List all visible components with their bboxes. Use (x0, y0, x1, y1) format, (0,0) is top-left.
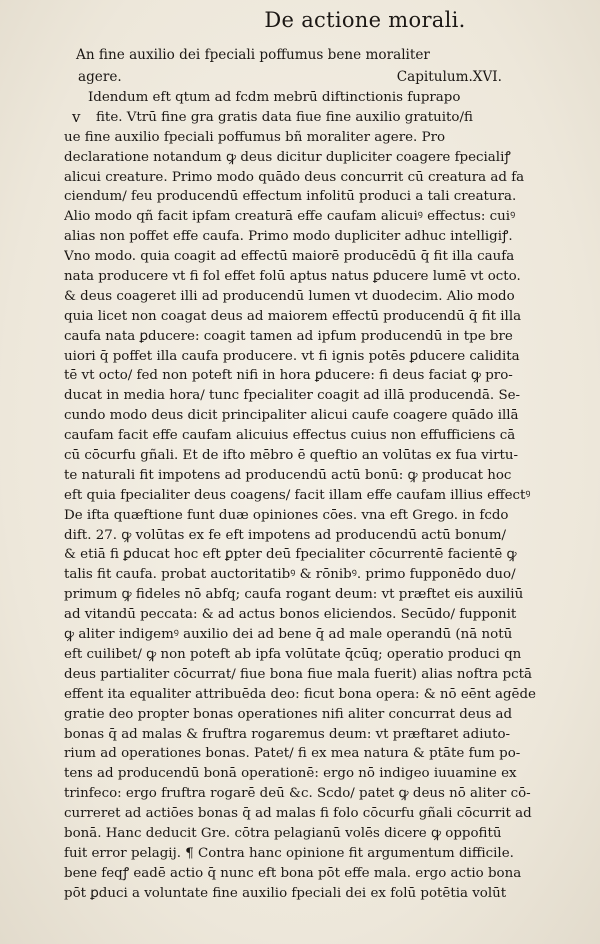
text-line: cū cōcurfu gñali. Et de ifto mēbro ē queftio an volūtas ex fua virtu- (64, 448, 519, 464)
text-line: effent ita equaliter attribuēda deo: ficut bona opera: & nō eēnt agēde (64, 686, 536, 702)
text-line: bene feqꝭ eadē actio q̄ nunc eft bona pōt effe mala. ergo actio bona (64, 865, 522, 881)
text-line: Idendum eft qtum ad fcdm mebrū diftinctionis fuprapo (88, 90, 461, 105)
text-line: fuit error pelagij. ¶ Contra hanc opinione fit argumentum difficile. (64, 845, 514, 861)
text-line: eft quia fpecialiter deus coagens/ facit illam effe caufam illius effectꝰ (64, 487, 531, 503)
text-line: rium ad operationes bonas. Patet/ fi ex mea natura & ptāte fum po- (64, 746, 521, 762)
text-line: ꝙ aliter indigemꝰ auxilio dei ad bene q̄ ad male operandū (nā notū (64, 627, 513, 643)
text-line: talis fit caufa. probat auctoritatibꝰ & rōnibꝰ. primo fupponēdo duo/ (64, 567, 516, 583)
text-line: caufam facit effe caufam alicuius effectus cuius non effufficiens cā (64, 428, 516, 444)
text-line: Alio modo qñ facit ipfam creaturā effe caufam alicuiꝰ effectus: cuiꝰ (64, 209, 516, 225)
text-line: alicui creature. Primo modo quādo deus concurrit cū creatura ad fa (64, 169, 525, 185)
text-line: trinfeco: ergo fruftra rogarē deū &c. Scdo/ patet ꝙ deus nō aliter cō- (64, 786, 531, 802)
text-line: bonā. Hanc deducit Gre. cōtra pelagianū volēs dicere ꝙ oppofitū (64, 825, 502, 841)
text-line: tens ad producendū bonā operationē: ergo nō indigeo iuuamine ex (64, 766, 517, 782)
chapter-title-line-2 (64, 66, 586, 88)
text-line: curreret ad actiōes bonas q̄ ad malas fi folo cōcurfu gñali cōcurrit ad (64, 806, 532, 822)
text-line: caufa nata ꝑducere: coagit tamen ad ipfum producendū in tpe bre (64, 328, 513, 344)
text-line: uiori q̄ poffet illa caufa producere. vt fi ignis potēs ꝑducere calidita (64, 348, 520, 364)
chapter-heading (64, 44, 586, 88)
text-line: alias non poffet effe caufa. Primo modo dupliciter adhuc intelligiꝭ. (64, 229, 513, 245)
chapter-title-line-2-text: agere. (78, 69, 122, 85)
text-line: ue fine auxilio fpeciali poffumus bñ moraliter agere. Pro (64, 129, 446, 145)
text-block (64, 88, 592, 904)
text-line: & etiā fi ꝑducat hoc eft ꝑpter deū fpecialiter cōcurrentē facientē ꝙ (64, 547, 517, 563)
text-line: bonas q̄ ad malas & fruftra rogaremus deum: vt præftaret adiuto- (64, 726, 511, 742)
text-line: & deus coageret illi ad producendū lumen vt duodecim. Alio modo (64, 288, 515, 304)
text-line: De ifta quæftione funt duæ opiniones cōes. vna eft Grego. in fcdo (64, 507, 509, 523)
chapter-title-line-1: An fine auxilio dei fpeciali poffumus bene moraliter (76, 47, 430, 63)
chapter-label: Capitulum.XVI. (396, 69, 502, 85)
text-line: pōt ꝑduci a voluntate fine auxilio fpeciali dei ex folū potētia volūt (64, 885, 507, 901)
text-line: fite. Vtrū fine gra gratis data fiue fine auxilio gratuito/fi (96, 109, 473, 125)
text-line: declaratione notandum ꝙ deus dicitur dupliciter coagere fpecialiꝭ (64, 149, 511, 165)
text-line: gratie deo propter bonas operationes nifi aliter concurrat deus ad (64, 706, 513, 722)
text-line: Vno modo. quia coagit ad effectū maiorē producēdū q̄ fit illa caufa (64, 249, 515, 265)
text-line: cundo modo deus dicit principaliter alicui caufe coagere quādo illā (64, 408, 519, 424)
text-line: quia licet non coagat deus ad maiorem effectū producendū q̄ fit illa (64, 308, 522, 324)
text-line: ducat in media hora/ tunc fpecialiter coagit ad illā producendā. Se- (64, 388, 521, 404)
text-line: tē vt octo/ fed non poteft nifi in hora ꝑducere: fi deus faciat ꝙ pro- (64, 368, 513, 384)
text-line: eft cuilibet/ ꝙ non poteft ab ipfa volūtate q̄cūq; operatio produci qn (64, 646, 522, 662)
text-line: nata producere vt fi fol effet folū aptus natus ꝑducere lumē vt octo. (64, 269, 521, 285)
running-head (0, 8, 600, 32)
running-title: De actione morali. (264, 8, 466, 32)
text-line: dift. 27. ꝙ volūtas ex fe eft impotens ad producendū actū bonum/ (64, 527, 507, 543)
initial-letter: v (72, 108, 81, 126)
text-line: ciendum/ feu producendū effectum infolitū produci a tali creatura. (64, 189, 517, 205)
text-line: te naturali fit impotens ad producendū actū bonū: ꝙ producat hoc (64, 467, 512, 483)
text-line: primum ꝙ fideles nō abfq; caufa rogant deum: vt præftet eis auxiliū (64, 587, 524, 603)
text-line: deus partialiter cōcurrat/ fiue bona fiue mala fuerit) alias noftra pctā (64, 666, 532, 682)
text-line: ad vitandū peccata: & ad actus bonos eliciendos. Secūdo/ fupponit (64, 607, 517, 623)
